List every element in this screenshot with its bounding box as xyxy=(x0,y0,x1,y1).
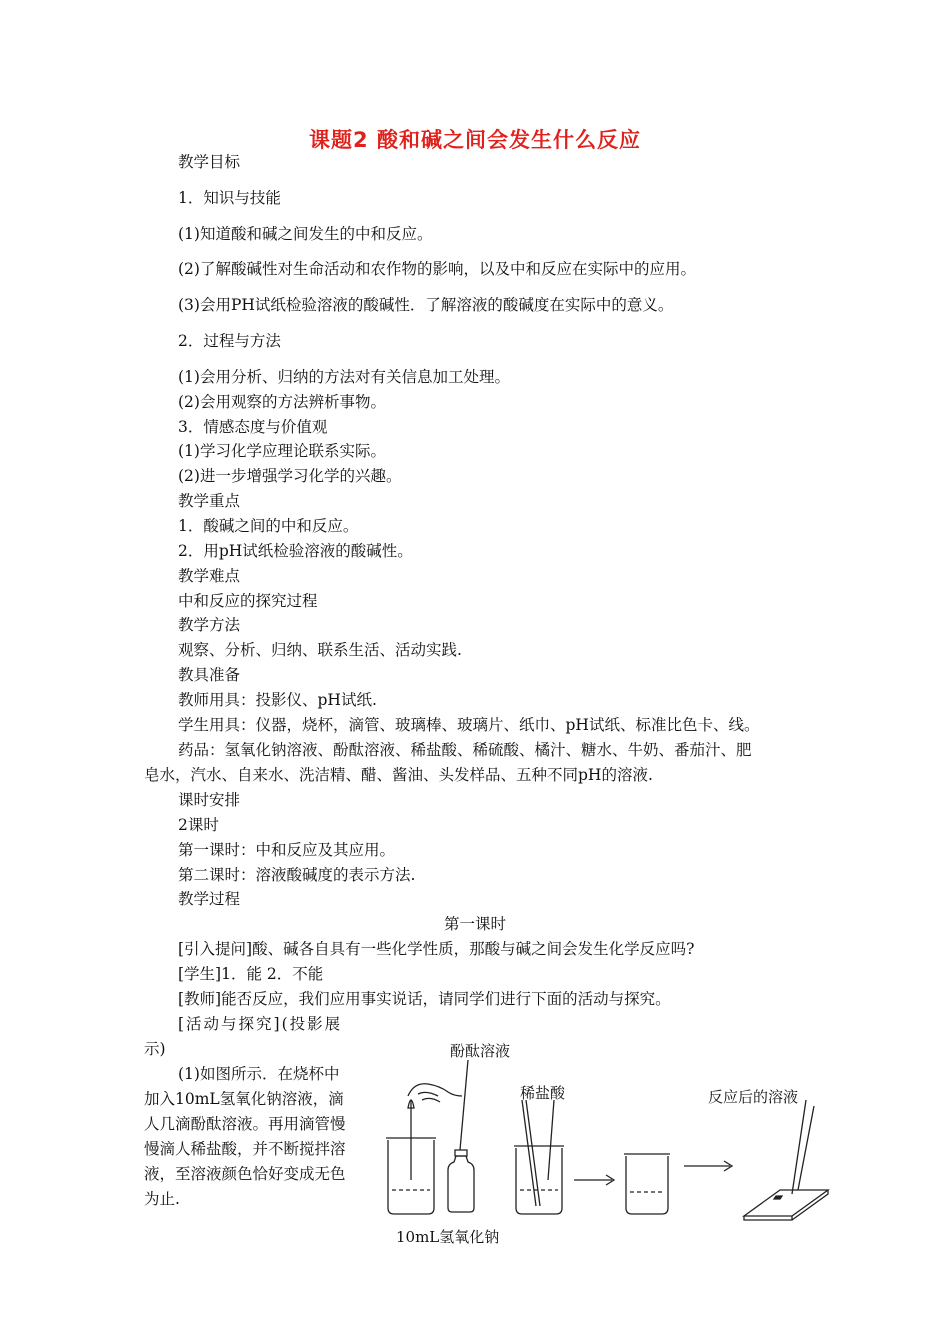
beaker-1-icon xyxy=(386,1100,436,1214)
reagent-bottle-icon xyxy=(448,1060,474,1212)
text-line: 课时安排 xyxy=(178,791,241,809)
text-line: 加入10mL氢氧化钠溶液，滴 xyxy=(144,1090,344,1108)
text-line: (2)会用观察的方法辨析事物。 xyxy=(178,393,386,411)
label-phenolphthalein: 酚酞溶液 xyxy=(450,1042,511,1060)
text-line: (1)会用分析、归纳的方法对有关信息加工处理。 xyxy=(178,368,510,386)
text-line: 药品：氢氧化钠溶液、酚酞溶液、稀盐酸、稀硫酸、橘汁、糖水、牛奶、番茄汁、肥 xyxy=(178,741,752,759)
text-line: 教学过程 xyxy=(178,890,241,908)
text-line: 1．酸碱之间的中和反应。 xyxy=(178,517,359,535)
text-line: 慢滴人稀盐酸，并不断搅拌溶 xyxy=(144,1140,346,1158)
text-line: (2)了解酸碱性对生命活动和农作物的影响，以及中和反应在实际中的应用。 xyxy=(178,260,696,278)
text-line: 教师用具：投影仪、pH试纸. xyxy=(178,691,377,709)
page-title: 课题2 酸和碱之间会发生什么反应 xyxy=(309,128,641,152)
beaker-2-icon xyxy=(514,1100,564,1214)
text-line: (1)知道酸和碱之间发生的中和反应。 xyxy=(178,225,433,243)
experiment-figure xyxy=(378,1030,838,1250)
hand-icon xyxy=(408,1084,462,1102)
text-line: 教学方法 xyxy=(178,616,241,634)
experiment-drawing xyxy=(378,1030,838,1250)
text-line: 2课时 xyxy=(178,816,219,834)
beaker-3-icon xyxy=(624,1154,670,1214)
text-line: 1．知识与技能 xyxy=(178,189,281,207)
text-line: [教师]能否反应，我们应用事实说话，请同学们进行下面的活动与探究。 xyxy=(178,990,671,1008)
text-line: 教学重点 xyxy=(178,492,241,510)
text-line: 第二课时：溶液酸碱度的表示方法. xyxy=(178,866,416,884)
text-line: (2)进一步增强学习化学的兴趣。 xyxy=(178,467,402,485)
text-line: 人几滴酚酞溶液。再用滴管慢 xyxy=(144,1115,346,1133)
label-naoh: 10mL氢氧化钠 xyxy=(396,1228,500,1246)
label-after-reaction: 反应后的溶液 xyxy=(708,1088,799,1106)
arrow-icon xyxy=(684,1161,732,1171)
text-line: (1)如图所示．在烧杯中 xyxy=(178,1065,340,1083)
glass-plate-icon xyxy=(744,1100,828,1220)
text-line: (3)会用PH试纸检验溶液的酸碱性．了解溶液的酸碱度在实际中的意义。 xyxy=(178,296,674,314)
text-line: 3．情感态度与价值观 xyxy=(178,418,328,436)
text-line: 学生用具：仪器，烧杯，滴管、玻璃棒、玻璃片、纸巾、pH试纸、标准比色卡、线。 xyxy=(178,716,760,734)
text-line: 第一课时：中和反应及其应用。 xyxy=(178,841,396,859)
text-line: [活动与探究](投影展 xyxy=(178,1015,343,1033)
label-hcl: 稀盐酸 xyxy=(520,1084,566,1102)
text-line: 教学难点 xyxy=(178,567,241,585)
text-line: [引入提问]酸、碱各自具有一些化学性质，那酸与碱之间会发生化学反应吗? xyxy=(178,940,695,958)
text-line: 教具准备 xyxy=(178,666,241,684)
text-line: 观察、分析、归纳、联系生活、活动实践. xyxy=(178,641,462,659)
text-line: 为止. xyxy=(144,1190,180,1208)
text-line: 教学目标 xyxy=(178,153,241,171)
text-line: (1)学习化学应理论联系实际。 xyxy=(178,442,386,460)
text-line: 示) xyxy=(144,1040,166,1058)
text-line: 液，至溶液颜色恰好变成无色 xyxy=(144,1165,346,1183)
text-line: 2．用pH试纸检验溶液的酸碱性。 xyxy=(178,542,413,560)
section-heading: 第一课时 xyxy=(443,915,506,933)
text-line: 中和反应的探究过程 xyxy=(178,592,318,610)
text-line: [学生]1．能 2．不能 xyxy=(178,965,324,983)
arrow-icon xyxy=(574,1175,614,1185)
text-line: 皂水，汽水、自来水、洗洁精、醋、酱油、头发样品、五种不同pH的溶液. xyxy=(144,766,653,784)
text-line: 2．过程与方法 xyxy=(178,332,281,350)
